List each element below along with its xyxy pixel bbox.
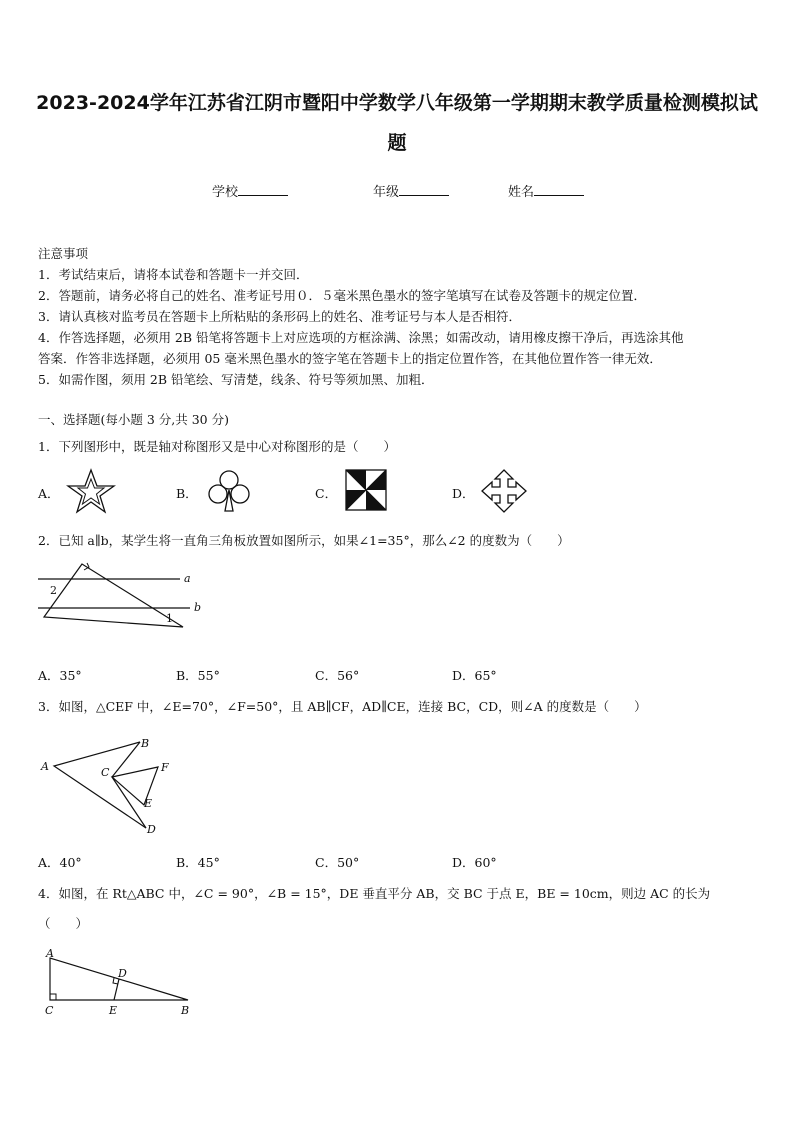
club-icon — [205, 468, 253, 514]
label-C: C — [101, 766, 110, 779]
q3-option-a: A．40° — [38, 855, 82, 870]
four-arrows-icon — [480, 468, 528, 514]
label-angle-1: 1 — [166, 612, 173, 625]
label-A: A — [41, 760, 49, 773]
grade-label: 年级 — [373, 185, 400, 200]
label-a: a — [184, 572, 191, 585]
q1-option-c: C． — [315, 486, 338, 501]
notice-item: 2．答题前，请务必将自己的姓名、准考证号用０．５毫米黑色墨水的签字笔填写在试卷及答题卡的规定位置． — [38, 288, 646, 303]
notice-heading: 注意事项 — [38, 246, 89, 261]
q1-option-a: A． — [38, 486, 60, 501]
q2-option-d: D．65° — [452, 668, 497, 683]
q1-option-b: B． — [176, 486, 198, 501]
q3-option-c: C．50° — [315, 855, 360, 870]
label-angle-2: 2 — [50, 584, 57, 597]
pinwheel-icon — [344, 468, 388, 512]
name-label: 姓名 — [508, 185, 535, 200]
q2-option-c: C．56° — [315, 668, 360, 683]
label-B: B — [181, 1004, 190, 1017]
question-4-stem: 4．如图，在 Rt△ABC 中，∠C = 90°，∠B = 15°，DE 垂直平分 AB，交 BC 于点 E，BE = 10cm，则边 AC 的长为 — [38, 886, 711, 901]
page-title-line2: 题 — [387, 132, 407, 154]
name-blank — [534, 183, 584, 196]
label-D: D — [147, 823, 156, 836]
q2-option-b: B．55° — [176, 668, 220, 683]
notice-item: 5．如需作图，须用 2B 铅笔绘、写清楚，线条、符号等须加黑、加粗． — [38, 372, 434, 387]
school-blank — [238, 183, 288, 196]
question-1-stem: 1．下列图形中，既是轴对称图形又是中心对称图形的是（ ） — [38, 439, 396, 454]
notice-item: 4．作答选择题，必须用 2B 铅笔将答题卡上对应选项的方框涂满、涂黑；如需改动，请用橡皮擦干净后，再选涂其他 — [38, 330, 684, 345]
label-E: E — [109, 1004, 118, 1017]
notice-item: 1．考试结束后，请将本试卷和答题卡一并交回． — [38, 267, 309, 282]
page-title-line1: 2023-2024学年江苏省江阴市暨阳中学数学八年级第一学期期末教学质量检测模拟试 — [36, 92, 758, 114]
question-2-stem: 2．已知 a∥b，某学生将一直角三角板放置如图所示，如果∠1=35°，那么∠2 的度数为（ ） — [38, 533, 570, 548]
q2-option-a: A．35° — [38, 668, 82, 683]
school-field — [212, 181, 288, 200]
question-4-stem-cont: （ ） — [38, 916, 89, 931]
label-B: B — [141, 737, 150, 750]
label-E: E — [144, 797, 153, 810]
q3-option-b: B．45° — [176, 855, 220, 870]
right-triangle-abc-figure — [40, 948, 200, 1018]
name-field — [508, 181, 584, 200]
triangle-cef-figure — [36, 732, 186, 838]
label-F: F — [161, 761, 169, 774]
grade-blank — [399, 183, 449, 196]
label-A: A — [46, 948, 54, 960]
star-icon — [66, 468, 116, 514]
label-C: C — [45, 1004, 54, 1017]
parallel-lines-triangle-figure — [30, 560, 210, 630]
q3-option-d: D．60° — [452, 855, 497, 870]
label-D: D — [118, 967, 127, 980]
notice-item: 3．请认真核对监考员在答题卡上所粘贴的条形码上的姓名、准考证号与本人是否相符． — [38, 309, 521, 324]
section-heading: 一、选择题(每小题 3 分,共 30 分) — [38, 412, 229, 427]
notice-item: 答案．作答非选择题，必须用 05 毫米黑色墨水的签字笔在答题卡上的指定位置作答，在其他位置作答一律无效． — [38, 351, 662, 366]
q1-option-d: D． — [452, 486, 475, 501]
question-3-stem: 3．如图，△CEF 中，∠E=70°，∠F=50°，且 AB∥CF，AD∥CE，连接 BC，CD，则∠A 的度数是（ ） — [38, 699, 647, 714]
school-label: 学校 — [212, 185, 239, 200]
grade-field — [373, 181, 449, 200]
label-b: b — [194, 601, 202, 614]
